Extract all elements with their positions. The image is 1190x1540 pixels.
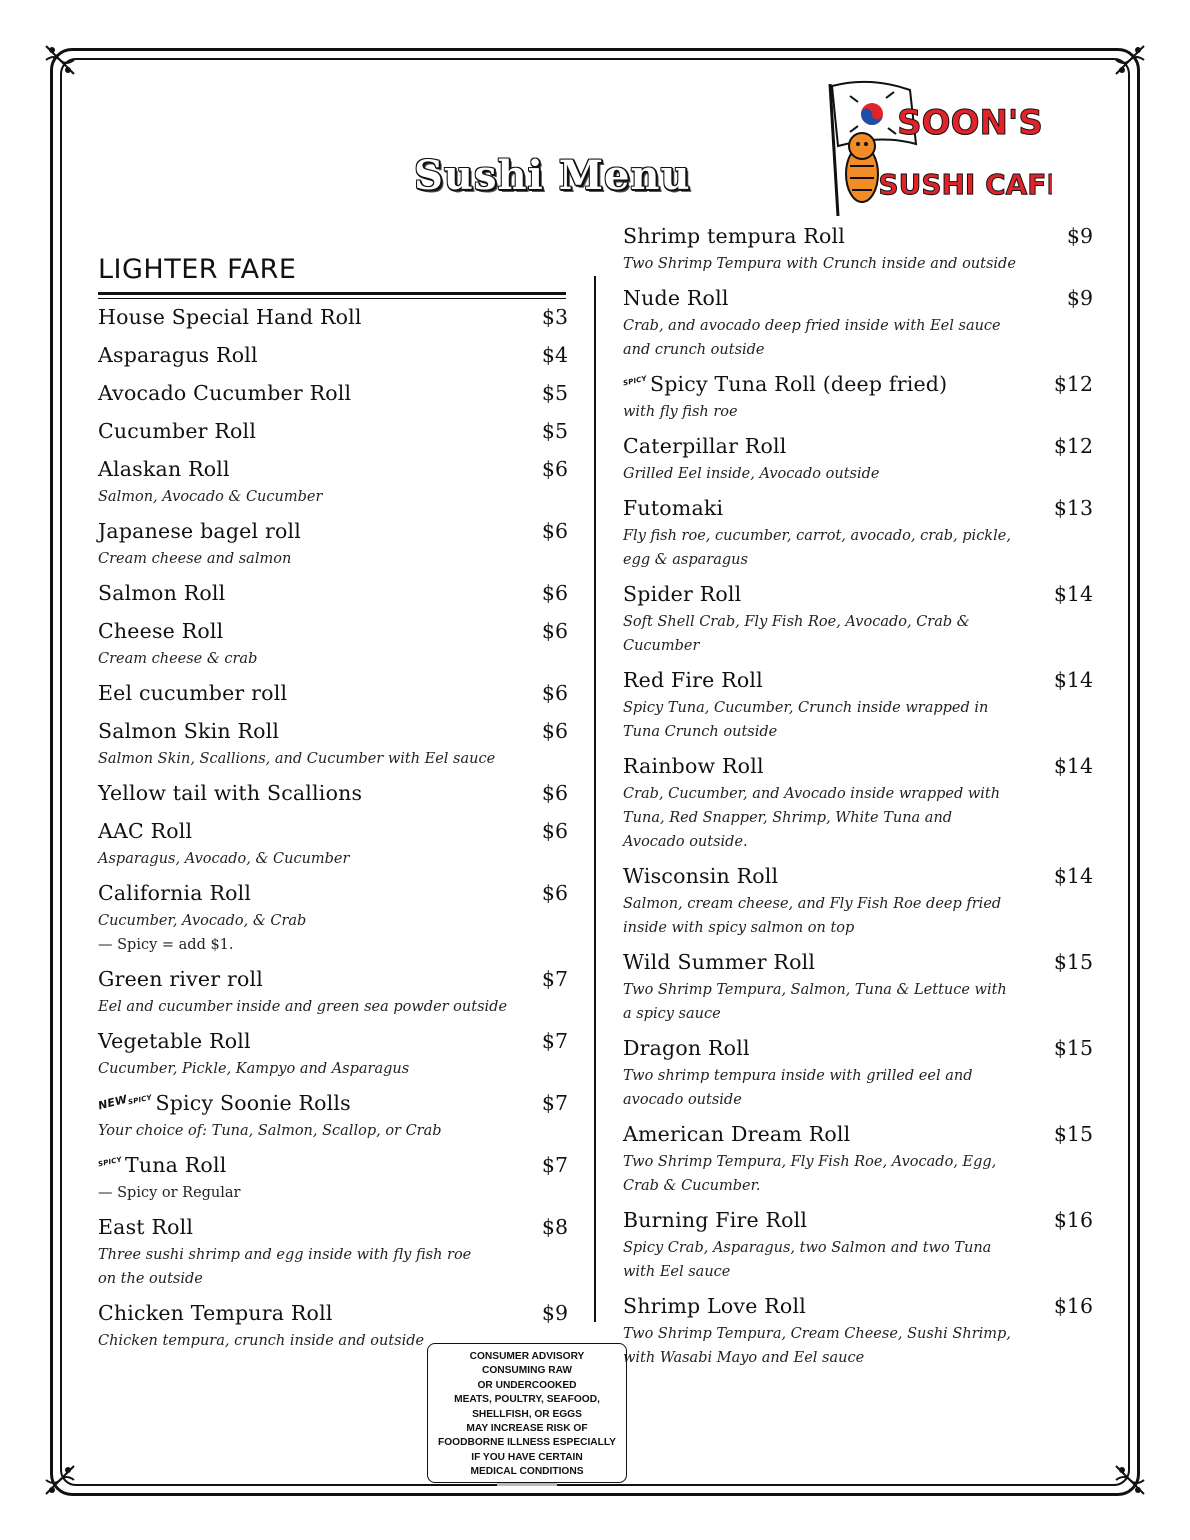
- item-price: $9: [541, 1301, 568, 1325]
- menu-item: [623, 582, 1093, 658]
- item-description: Crab, Cucumber, and Avocado inside wrapped with Tuna, Red Snapper, Shrimp, White Tuna and Avocado outside.: [623, 786, 1001, 850]
- menu-item: [98, 619, 568, 671]
- section-title: LIGHTER FARE: [98, 254, 297, 285]
- item-description: Two Shrimp Tempura, Fly Fish Roe, Avocado, Egg, Crab & Cucumber.: [623, 1154, 997, 1194]
- item-price: $7: [541, 1029, 568, 1053]
- item-price: $16: [1053, 1208, 1093, 1232]
- menu-item: [98, 1153, 568, 1205]
- menu-item: [98, 881, 568, 957]
- menu-item: [98, 967, 568, 1019]
- item-price: $7: [541, 967, 568, 991]
- item-name: Alaskan Roll: [98, 457, 230, 481]
- item-price: $9: [1066, 286, 1093, 310]
- menu-item: [98, 1091, 568, 1143]
- item-description: Two Shrimp Tempura with Crunch inside and outside: [623, 256, 1016, 272]
- corner-flourish-icon: [40, 40, 80, 80]
- item-description: Spicy Tuna, Cucumber, Crunch inside wrapped in Tuna Crunch outside: [623, 700, 989, 740]
- corner-flourish-icon: [40, 1460, 80, 1500]
- item-price: $3: [541, 305, 568, 329]
- item-description: Salmon, cream cheese, and Fly Fish Roe deep fried inside with spicy salmon on top: [623, 896, 1002, 936]
- item-price: $7: [541, 1091, 568, 1115]
- item-name: House Special Hand Roll: [98, 305, 362, 329]
- item-name-wrap: [98, 1091, 351, 1115]
- item-description: Two Shrimp Tempura, Salmon, Tuna & Lettuce with a spicy sauce: [623, 982, 1007, 1022]
- item-description: Three sushi shrimp and egg inside with fly fish roe on the outside: [98, 1247, 472, 1287]
- item-description: Soft Shell Crab, Fly Fish Roe, Avocado, Crab & Cucumber: [623, 614, 970, 654]
- menu-column-left: [98, 305, 568, 1363]
- menu-item: [98, 1215, 568, 1291]
- menu-item: [623, 496, 1093, 572]
- menu-item: [623, 668, 1093, 744]
- item-name: Red Fire Roll: [623, 668, 763, 692]
- spicy-badge: SPICY: [97, 1155, 123, 1169]
- item-name: Green river roll: [98, 967, 263, 991]
- item-name: Avocado Cucumber Roll: [98, 381, 352, 405]
- advisory-line: SHELLFISH, OR EGGS: [472, 1408, 582, 1420]
- menu-item: [623, 372, 1093, 424]
- menu-column-right: [623, 224, 1093, 1380]
- item-note: — Spicy = add $1.: [98, 937, 234, 953]
- item-description: Cucumber, Avocado, & Crab: [98, 913, 307, 929]
- item-name: American Dream Roll: [623, 1122, 851, 1146]
- item-name: California Roll: [98, 881, 252, 905]
- fine-print-mark: [497, 1483, 557, 1486]
- item-name: Tuna Roll: [124, 1153, 227, 1177]
- advisory-line: CONSUMING RAW: [482, 1365, 572, 1377]
- page-title: Sushi Menu: [414, 152, 691, 199]
- menu-item: [98, 419, 568, 447]
- item-description: Cream cheese & crab: [98, 651, 258, 667]
- menu-item: [623, 1122, 1093, 1198]
- item-name: Nude Roll: [623, 286, 729, 310]
- item-price: $6: [541, 781, 568, 805]
- item-price: $5: [541, 419, 568, 443]
- item-name: Futomaki: [623, 496, 724, 520]
- advisory-line: MAY INCREASE RISK OF: [466, 1423, 588, 1435]
- item-name: Spider Roll: [623, 582, 742, 606]
- item-price: $14: [1053, 582, 1093, 606]
- menu-item: [98, 681, 568, 709]
- item-price: $7: [541, 1153, 568, 1177]
- item-price: $9: [1066, 224, 1093, 248]
- item-price: $12: [1053, 372, 1093, 396]
- item-description: Crab, and avocado deep fried inside with Eel sauce and crunch outside: [623, 318, 1001, 358]
- item-name-wrap: [623, 372, 947, 396]
- item-price: $4: [541, 343, 568, 367]
- item-price: $6: [541, 619, 568, 643]
- item-name: Yellow tail with Scallions: [98, 781, 363, 805]
- menu-item: [98, 381, 568, 409]
- item-price: $15: [1053, 1036, 1093, 1060]
- item-price: $5: [541, 381, 568, 405]
- item-price: $6: [541, 681, 568, 705]
- item-price: $6: [541, 881, 568, 905]
- menu-item: [98, 457, 568, 509]
- item-price: $6: [541, 719, 568, 743]
- item-description: Asparagus, Avocado, & Cucumber: [98, 851, 350, 867]
- item-name: Dragon Roll: [623, 1036, 750, 1060]
- menu-item: [623, 864, 1093, 940]
- advisory-line: IF YOU HAVE CERTAIN: [471, 1451, 583, 1463]
- item-name: Asparagus Roll: [98, 343, 258, 367]
- menu-item: [98, 581, 568, 609]
- item-price: $15: [1053, 950, 1093, 974]
- advisory-line: MEDICAL CONDITIONS: [470, 1466, 584, 1478]
- item-price: $6: [541, 457, 568, 481]
- spicy-badge: SPICY: [127, 1093, 154, 1107]
- item-description: Spicy Crab, Asparagus, two Salmon and two Tuna with Eel sauce: [623, 1240, 992, 1280]
- tiger-mascot-icon: [846, 133, 878, 202]
- item-name: Rainbow Roll: [623, 754, 764, 778]
- menu-item: [98, 819, 568, 871]
- menu-item: [623, 434, 1093, 486]
- item-name: Shrimp Love Roll: [623, 1294, 806, 1318]
- menu-item: [623, 286, 1093, 362]
- item-description: Cucumber, Pickle, Kampyo and Asparagus: [98, 1061, 410, 1077]
- item-description: Two Shrimp Tempura, Cream Cheese, Sushi Shrimp, with Wasabi Mayo and Eel sauce: [623, 1326, 1011, 1366]
- new-badge: NEW: [96, 1092, 129, 1113]
- item-name: Cheese Roll: [98, 619, 224, 643]
- advisory-line: CONSUMER ADVISORY: [469, 1351, 585, 1362]
- item-name-wrap: [98, 1153, 227, 1177]
- item-description: Chicken tempura, crunch inside and outside: [98, 1333, 425, 1349]
- section-divider: [98, 292, 566, 299]
- menu-item: [98, 305, 568, 333]
- corner-flourish-icon: [1110, 1460, 1150, 1500]
- item-price: $15: [1053, 1122, 1093, 1146]
- item-price: $6: [541, 519, 568, 543]
- item-name: Salmon Skin Roll: [98, 719, 280, 743]
- item-description: Grilled Eel inside, Avocado outside: [623, 466, 880, 482]
- item-price: $14: [1053, 864, 1093, 888]
- menu-item: [98, 719, 568, 771]
- item-price: $16: [1053, 1294, 1093, 1318]
- menu-item: [623, 1208, 1093, 1284]
- item-note: — Spicy or Regular: [98, 1185, 241, 1201]
- item-name: East Roll: [98, 1215, 194, 1239]
- logo-text-line1: SOON'S: [897, 103, 1043, 143]
- item-price: $13: [1053, 496, 1093, 520]
- menu-item: [98, 343, 568, 371]
- item-description: Two shrimp tempura inside with grilled eel and avocado outside: [623, 1068, 973, 1108]
- item-name: Japanese bagel roll: [98, 519, 302, 543]
- item-price: $6: [541, 819, 568, 843]
- item-description: Salmon Skin, Scallions, and Cucumber with Eel sauce: [98, 751, 496, 767]
- item-description: Salmon, Avocado & Cucumber: [98, 489, 323, 505]
- item-name: Vegetable Roll: [98, 1029, 251, 1053]
- item-price: $14: [1053, 668, 1093, 692]
- column-divider: [594, 276, 596, 1322]
- menu-item: [623, 754, 1093, 854]
- item-description: Eel and cucumber inside and green sea powder outside: [98, 999, 508, 1015]
- item-price: $6: [541, 581, 568, 605]
- menu-item: [623, 224, 1093, 276]
- item-price: $12: [1053, 434, 1093, 458]
- item-price: $8: [541, 1215, 568, 1239]
- menu-item: [623, 1036, 1093, 1112]
- advisory-line: OR UNDERCOOKED: [477, 1379, 577, 1391]
- logo-text-line2: SUSHI CAFE: [878, 168, 1052, 201]
- menu-item: [98, 781, 568, 809]
- item-name: Wisconsin Roll: [623, 864, 779, 888]
- item-name: Burning Fire Roll: [623, 1208, 808, 1232]
- menu-item: [98, 519, 568, 571]
- item-description: with fly fish roe: [623, 404, 738, 420]
- item-name: Chicken Tempura Roll: [98, 1301, 333, 1325]
- spicy-badge: SPICY: [622, 374, 648, 388]
- menu-item: [98, 1029, 568, 1081]
- item-name: Cucumber Roll: [98, 419, 257, 443]
- menu-item: [623, 1294, 1093, 1370]
- item-description: Cream cheese and salmon: [98, 551, 292, 567]
- item-description: Your choice of: Tuna, Salmon, Scallop, or Crab: [98, 1123, 442, 1139]
- item-name: Salmon Roll: [98, 581, 226, 605]
- item-name: Spicy Tuna Roll (deep fried): [649, 372, 948, 396]
- item-name: Spicy Soonie Rolls: [155, 1091, 351, 1115]
- restaurant-logo: [820, 76, 1052, 218]
- item-name: AAC Roll: [98, 819, 193, 843]
- advisory-line: FOODBORNE ILLNESS ESPECIALLY: [438, 1437, 616, 1449]
- item-name: Caterpillar Roll: [623, 434, 787, 458]
- item-description: Fly fish roe, cucumber, carrot, avocado, crab, pickle, egg & asparagus: [623, 528, 1011, 568]
- consumer-advisory-box: [427, 1343, 627, 1483]
- item-name: Eel cucumber roll: [98, 681, 288, 705]
- item-name: Shrimp tempura Roll: [623, 224, 846, 248]
- corner-flourish-icon: [1110, 40, 1150, 80]
- advisory-line: MEATS, POULTRY, SEAFOOD,: [454, 1394, 600, 1406]
- item-name: Wild Summer Roll: [623, 950, 816, 974]
- menu-item: [623, 950, 1093, 1026]
- item-price: $14: [1053, 754, 1093, 778]
